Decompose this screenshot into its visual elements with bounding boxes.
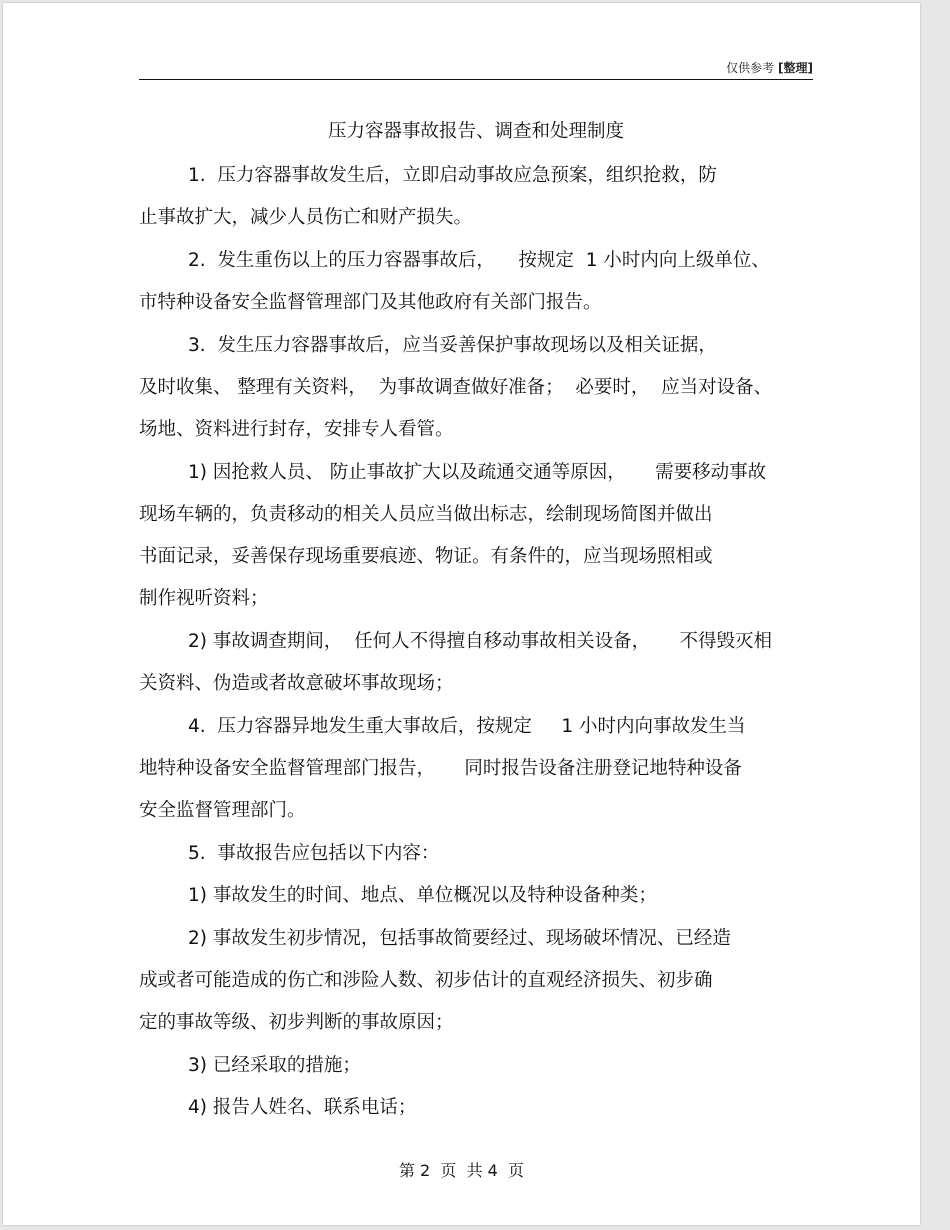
paragraph-line: 书面记录，妥善保存现场重要痕迹、物证。有条件的，应当现场照相或: [139, 546, 713, 567]
header-note: [726, 59, 813, 76]
paragraph-line: 制作视听资料；: [139, 588, 269, 609]
header-note-text: 仅供参考: [726, 61, 775, 75]
paragraph-line: 成或者可能造成的伤亡和涉险人数、初步估计的直观经济损失、初步确: [139, 970, 713, 991]
paragraph-line: 3. 发生压力容器事故后，应当妥善保护事故现场以及相关证据，: [188, 335, 717, 356]
page-footer: 第 2 页 共 4 页: [398, 1161, 525, 1180]
document-page: [3, 3, 920, 1225]
document-title: 压力容器事故报告、调查和处理制度: [327, 121, 624, 142]
paragraph-line: 2. 发生重伤以上的压力容器事故后， 按规定 1 小时内向上级单位、: [188, 250, 770, 271]
paragraph-line: 安全监督管理部门。: [139, 800, 306, 821]
paragraph-line: 市特种设备安全监督管理部门及其他政府有关部门报告。: [139, 292, 602, 313]
paragraph-line: 1) 因抢救人员、 防止事故扩大以及疏通交通等原因， 需要移动事故: [188, 462, 767, 483]
paragraph-line: 关资料、伪造或者故意破坏事故现场；: [139, 673, 454, 694]
paragraph-line: 地特种设备安全监督管理部门报告， 同时报告设备注册登记地特种设备: [139, 758, 742, 779]
paragraph-line: 4) 报告人姓名、联系电话；: [188, 1097, 417, 1118]
paragraph-line: 3) 已经采取的措施；: [188, 1055, 361, 1076]
paragraph-line: 2) 事故发生初步情况，包括事故简要经过、现场破坏情况、已经造: [188, 928, 731, 949]
paragraph-line: 1) 事故发生的时间、地点、单位概况以及特种设备种类；: [188, 885, 657, 906]
paragraph-line: 场地、资料进行封存，安排专人看管。: [139, 419, 454, 440]
paragraph-line: 止事故扩大，减少人员伤亡和财产损失。: [139, 207, 473, 228]
paragraph-line: 5. 事故报告应包括以下内容：: [188, 843, 440, 864]
paragraph-line: 4. 压力容器异地发生重大事故后，按规定 1 小时内向事故发生当: [188, 716, 746, 737]
header-tag: [整理]: [778, 61, 813, 75]
paragraph-line: 2) 事故调查期间， 任何人不得擅自移动事故相关设备， 不得毁灭相: [188, 631, 773, 652]
paragraph-line: 定的事故等级、初步判断的事故原因；: [139, 1012, 454, 1033]
paragraph-line: 1. 压力容器事故发生后，立即启动事故应急预案，组织抢救，防: [188, 165, 717, 186]
paragraph-line: 现场车辆的，负责移动的相关人员应当做出标志，绘制现场简图并做出: [139, 504, 713, 525]
paragraph-line: 及时收集、 整理有关资料， 为事故调查做好准备； 必要时， 应当对设备、: [139, 377, 773, 398]
page-header: [139, 55, 813, 80]
